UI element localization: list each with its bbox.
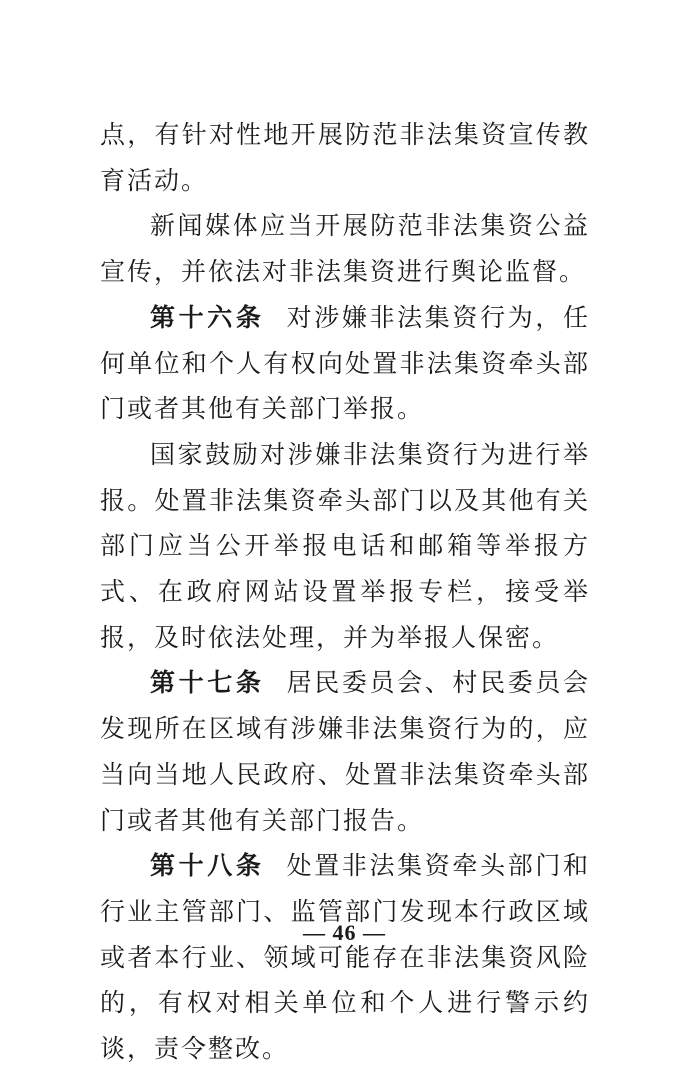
article-number: 第十六条 <box>150 302 265 332</box>
article-number: 第十八条 <box>150 851 265 881</box>
article-text: 对涉嫌非法集资行为，任何单位和个人有权向处置非法集资牵头部门或者其他有关部门举报。 <box>100 302 590 424</box>
page-number: — 46 — <box>303 920 386 945</box>
paragraph-text: 新闻媒体应当开展防范非法集资公益宣传，并依法对非法集资进行舆论监督。 <box>100 211 590 287</box>
paragraph-text: 国家鼓励对涉嫌非法集资行为进行举报。处置非法集资牵头部门以及其他有关部门应当公开举报电话和邮箱等举报方式、在政府网站设置举报专栏，接受举报，及时依法处理，并为举报人保密。 <box>100 439 590 652</box>
article-18 <box>100 843 590 1072</box>
paragraph-continuation <box>100 112 590 203</box>
article-number: 第十七条 <box>150 668 265 698</box>
paragraph-media-supervision <box>100 203 590 294</box>
paragraph-text: 点，有针对性地开展防范非法集资宣传教育活动。 <box>100 120 590 195</box>
article-text: 处置非法集资牵头部门和行业主管部门、监管部门发现本行政区域或者本行业、领域可能存在非法集资风险的，有权对相关单位和个人进行警示约谈，责令整改。 <box>100 851 590 1064</box>
article-16 <box>100 295 590 432</box>
article-text: 居民委员会、村民委员会发现所在区域有涉嫌非法集资行为的，应当向当地人民政府、处置非法集资牵头部门或者其他有关部门报告。 <box>100 668 590 835</box>
paragraph-reporting <box>100 432 590 661</box>
article-17 <box>100 660 590 843</box>
